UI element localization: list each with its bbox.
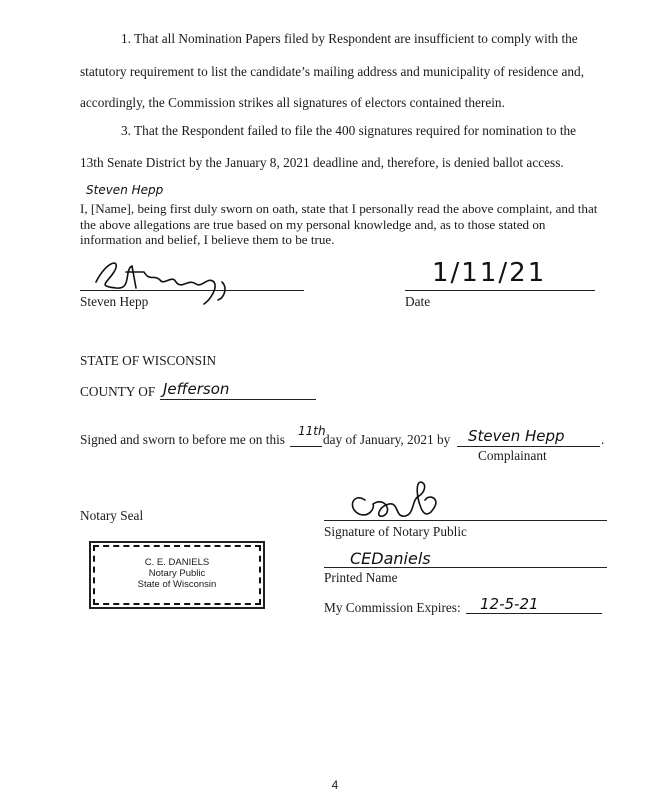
notary-seal-stamp	[97, 549, 257, 601]
handwritten-affiant-name: Steven Hepp	[86, 183, 164, 197]
sworn-complainant-line	[457, 446, 600, 447]
paragraph-3-line-1: 3. That the Respondent failed to file the 400 signatures required for nomination to the	[121, 123, 577, 138]
notary-signature	[345, 478, 455, 524]
sworn-middle: day of January, 2021 by	[323, 432, 451, 447]
county-line	[160, 399, 316, 400]
sworn-prefix: Signed and sworn to before me on this	[80, 432, 285, 447]
notary-seal-label: Notary Seal	[80, 508, 144, 523]
printed-name-label: Printed Name	[324, 570, 398, 585]
sworn-end: .	[601, 432, 605, 447]
date-line	[405, 290, 595, 291]
paragraph-3-line-2: 13th Senate District by the January 8, 2021 deadline and, therefore, is denied ballot access.	[80, 155, 564, 170]
paragraph-1-line-2: statutory requirement to list the candidate’s mailing address and municipality of residence and,	[80, 64, 585, 79]
commission-expires-value: 12-5-21	[480, 595, 539, 613]
commission-expires-line	[466, 613, 602, 614]
commission-expires-label: My Commission Expires:	[324, 600, 461, 615]
printed-name-line	[324, 567, 607, 568]
sworn-day-value: 11th	[298, 424, 326, 438]
seal-line-name: C. E. DANIELS	[144, 557, 210, 568]
county-value: Jefferson	[163, 380, 230, 398]
affidavit-statement: I, [Name], being first duly sworn on oath, state that I personally read the above complaint, and that the above allegations are true based on my personal knowledge and, as to those stated on information and belief, I believe them to be true.	[80, 201, 598, 247]
date-label: Date	[405, 294, 431, 309]
seal-line-state: State of Wisconsin	[137, 579, 217, 590]
county-label: COUNTY OF	[80, 384, 156, 399]
notary-printed-name-value: CEDaniels	[350, 549, 431, 568]
paragraph-1-line-1: 1. That all Nomination Papers filed by Respondent are insufficient to comply with the	[121, 31, 578, 46]
state-label: STATE OF WISCONSIN	[80, 353, 217, 368]
complainant-label: Complainant	[478, 448, 547, 463]
complainant-name-label: Steven Hepp	[80, 294, 149, 309]
notary-signature-line	[324, 520, 607, 521]
sworn-complainant-value: Steven Hepp	[468, 427, 565, 445]
handwritten-date: 1/11/21	[432, 258, 547, 288]
complainant-signature-line	[80, 290, 304, 291]
sworn-day-line	[290, 446, 322, 447]
notary-signature-label: Signature of Notary Public	[324, 524, 467, 539]
page-number: 4	[331, 778, 339, 792]
paragraph-1-line-3: accordingly, the Commission strikes all signatures of electors contained therein.	[80, 95, 505, 110]
seal-line-title: Notary Public	[148, 568, 206, 579]
